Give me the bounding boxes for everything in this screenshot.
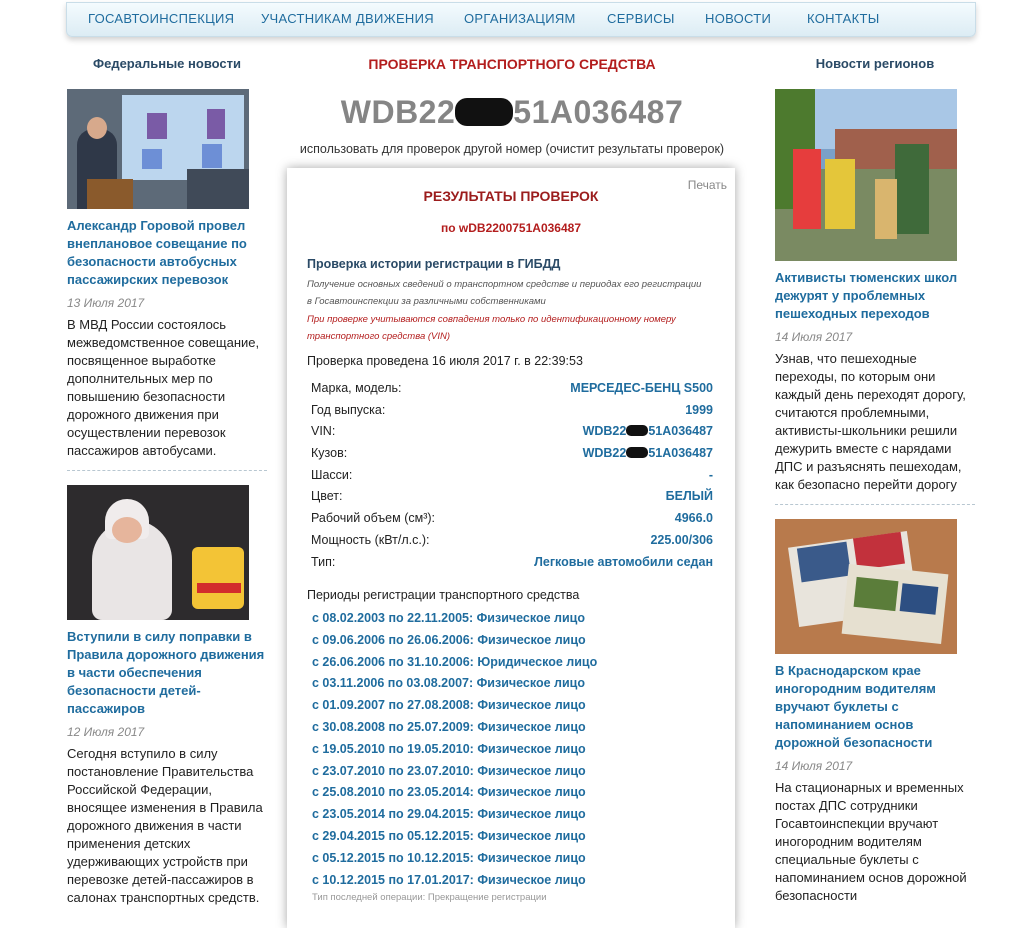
federal-news-heading: Федеральные новости <box>93 56 241 71</box>
page-title: ПРОВЕРКА ТРАНСПОРТНОГО СРЕДСТВА <box>368 56 656 72</box>
vin-redaction <box>626 425 648 436</box>
prop-row <box>311 443 713 465</box>
use-other-number-link[interactable]: использовать для проверок другой номер (очистит результаты проверок) <box>299 142 725 156</box>
prop-row <box>311 421 713 443</box>
registration-periods <box>312 608 712 891</box>
period-item: с 29.04.2015 по 05.12.2015: Физическое лицо <box>312 828 586 843</box>
prop-value-body <box>583 446 713 460</box>
prop-value: - <box>708 467 713 482</box>
news-text: Узнав, что пешеходные переходы, по которым они каждый день переходят дорогу, считаются проблемными, активисты-школьники решили дежурить вместе с нарядами ДПС и разъяснять пешеходам, как безопасно перейти дорогу <box>775 351 966 492</box>
vin-prefix: WDB22 <box>582 424 627 439</box>
period-item: с 09.06.2006 по 26.06.2006: Физическое лицо <box>312 632 586 647</box>
results-subtitle: по wDB2200751A036487 <box>440 221 581 235</box>
periods-heading: Периоды регистрации транспортного средства <box>307 588 580 602</box>
vin-prefix: WDB22 <box>582 446 627 461</box>
nav-contacts[interactable]: КОНТАКТЫ <box>807 11 880 26</box>
news-text: Сегодня вступило в силу постановление Правительства Российской Федерации, вносящее изменения в Правила дорожного движения в части применения детских удерживающих устройств при перевозке детей-пассажиров в салонах транспортных средств. <box>67 746 263 905</box>
prop-label: Тип: <box>311 554 336 569</box>
nav-gosavtoinspekciya[interactable]: ГОСАВТОИНСПЕКЦИЯ <box>88 11 235 26</box>
nav-services[interactable]: СЕРВИСЫ <box>607 11 675 26</box>
print-link[interactable]: Печать <box>687 178 727 192</box>
news-photo-booklets[interactable] <box>775 519 957 654</box>
news-photo-crosswalk[interactable] <box>775 89 957 261</box>
period-item: с 08.02.2003 по 22.11.2005: Физическое лицо <box>312 611 585 625</box>
news-title-link[interactable]: В Краснодарском крае иногородним водителям вручают буклеты с напоминанием основ дорожной безопасности <box>775 663 936 750</box>
prop-value: 1999 <box>685 402 713 417</box>
results-card <box>287 168 735 928</box>
results-title: РЕЗУЛЬТАТЫ ПРОВЕРОК <box>423 188 599 204</box>
prop-label: Марка, модель: <box>311 381 402 395</box>
vin-suffix: 51A036487 <box>648 424 713 439</box>
news-title-link[interactable]: Активисты тюменских школ дежурят у проблемных пешеходных переходов <box>775 270 958 321</box>
prop-row <box>311 508 713 530</box>
period-item: с 25.08.2010 по 23.05.2014: Физическое лицо <box>312 785 586 800</box>
news-text: На стационарных и временных постах ДПС сотрудники Госавтоинспекции вручают иногородним водителям специальные буклеты с напоминанием основ дорожной безопасности <box>775 780 967 903</box>
news-separator <box>775 504 975 505</box>
federal-news-column <box>67 56 267 907</box>
vehicle-properties <box>311 378 713 573</box>
vin-prefix: WDB22 <box>340 94 456 130</box>
section-heading: Проверка истории регистрации в ГИБДД <box>307 257 561 271</box>
prop-label: Год выпуска: <box>311 402 386 417</box>
prop-value: 225.00/306 <box>650 532 713 547</box>
news-date: 14 Июля 2017 <box>775 330 853 344</box>
news-date: 12 Июля 2017 <box>67 725 145 739</box>
prop-row <box>311 400 713 422</box>
period-item: с 01.09.2007 по 27.08.2008: Физическое лицо <box>312 698 586 713</box>
check-timestamp: Проверка проведена 16 июля 2017 г. в 22:39:53 <box>307 354 583 368</box>
period-item: с 23.07.2010 по 23.07.2010: Физическое лицо <box>312 763 586 778</box>
period-item: с 05.12.2015 по 10.12.2015: Физическое лицо <box>312 850 586 865</box>
top-navigation <box>66 2 976 37</box>
period-item: с 26.06.2006 по 31.10.2006: Юридическое лицо <box>312 654 598 669</box>
vin-redaction <box>455 98 513 126</box>
section-note: Получение основных сведений о транспортном средстве и периодах его регистрации в Госавтоинспекции за различными собственниками <box>307 279 702 307</box>
news-title-link[interactable]: Александр Горовой провел внеплановое совещание по безопасности автобусных пассажирских перевозок <box>67 218 247 287</box>
news-title-link[interactable]: Вступили в силу поправки в Правила дорожного движения в части обеспечения безопасности детей-пассажиров <box>67 629 265 716</box>
prop-label: Рабочий объем (см³): <box>311 511 435 526</box>
vin-suffix: 51A036487 <box>513 94 684 130</box>
prop-value-vin <box>583 424 713 438</box>
news-date: 14 Июля 2017 <box>775 759 853 773</box>
prop-value: Легковые автомобили седан <box>534 554 713 569</box>
vin-redaction <box>626 447 648 458</box>
period-item: с 30.08.2008 по 25.07.2009: Физическое лицо <box>312 719 586 734</box>
prop-row <box>311 552 713 574</box>
nav-road-users[interactable]: УЧАСТНИКАМ ДВИЖЕНИЯ <box>261 11 434 26</box>
prop-label: Мощность (кВт/л.с.): <box>311 532 430 547</box>
news-separator <box>67 470 267 471</box>
news-text: В МВД России состоялось межведомственное совещание, посвященное выработке дополнительных мер по повышению безопасности дорожного движения при осуществлении перевозок пассажиров автобусами. <box>67 317 260 458</box>
vin-number <box>285 94 739 131</box>
prop-label: VIN: <box>311 424 336 439</box>
prop-label: Цвет: <box>311 489 343 504</box>
prop-row <box>311 378 713 400</box>
vin-display <box>285 82 739 166</box>
period-item: с 19.05.2010 по 19.05.2010: Физическое лицо <box>312 741 586 756</box>
period-item: с 10.12.2015 по 17.01.2017: Физическое лицо <box>312 872 586 887</box>
prop-row <box>311 530 713 552</box>
period-item: с 03.11.2006 по 03.08.2007: Физическое лицо <box>312 676 585 691</box>
news-photo-meeting[interactable] <box>67 89 249 209</box>
regional-news-heading: Новости регионов <box>815 56 935 71</box>
nav-organizations[interactable]: ОРГАНИЗАЦИЯМ <box>464 11 576 26</box>
prop-row <box>311 486 713 508</box>
last-operation: Тип последней операции: Прекращение регистрации <box>312 892 547 903</box>
prop-label: Шасси: <box>311 467 353 482</box>
nav-news[interactable]: НОВОСТИ <box>705 11 772 26</box>
prop-label: Кузов: <box>311 446 348 461</box>
section-warning: При проверке учитываются совпадения только по идентификационному номеру транспортного средства (VIN) <box>307 314 676 342</box>
prop-value: БЕЛЫЙ <box>665 489 713 504</box>
news-photo-child-seat[interactable] <box>67 485 249 620</box>
news-date: 13 Июля 2017 <box>67 296 145 310</box>
regional-news-column <box>775 56 975 905</box>
prop-row <box>311 465 713 487</box>
prop-value: МЕРСЕДЕС-БЕНЦ S500 <box>570 381 713 395</box>
period-item: с 23.05.2014 по 29.04.2015: Физическое лицо <box>312 807 586 822</box>
vin-suffix: 51A036487 <box>648 446 713 461</box>
prop-value: 4966.0 <box>674 511 713 526</box>
